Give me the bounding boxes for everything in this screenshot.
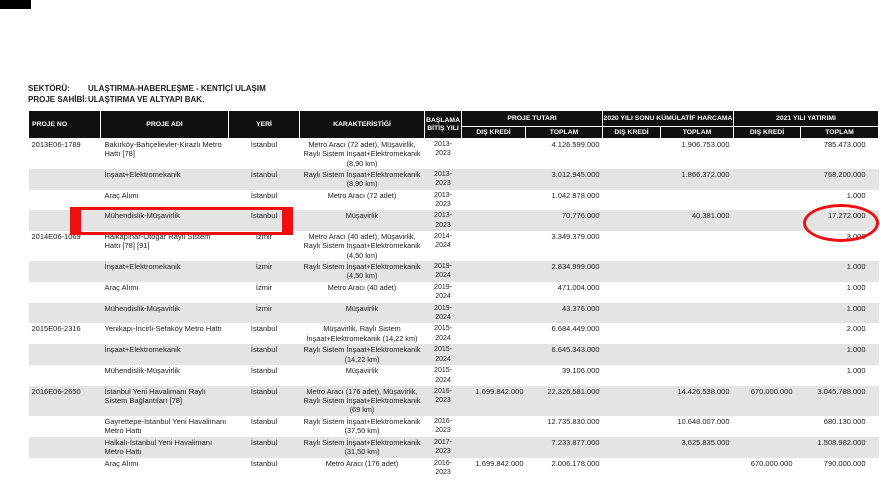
cell-proje-adi: Araç Alımı <box>104 190 139 200</box>
cell-proje-adi: İnşaat+Elektromekanik <box>104 169 181 179</box>
cell-2021-dis-kredi: 670.000.000 <box>750 386 793 396</box>
cell-yeri: İzmir <box>255 303 273 313</box>
cell-proje-tutari-dis-kredi <box>462 210 526 231</box>
col-header-baslama-bitis-yili: BAŞLAMA BİTİŞ YILI <box>425 111 462 139</box>
cell-baslama-bitis-yili: 2019-2024 <box>434 263 452 280</box>
cell-proje-tutari-dis-kredi: 1.699.842.000 <box>475 458 524 468</box>
cell-proje-no: 2016E06-2650 <box>31 386 81 396</box>
cell-proje-adi: Araç Alımı <box>104 458 139 468</box>
cell-proje-tutari-toplam: 1.042.878.000 <box>551 190 600 200</box>
table-row <box>29 303 879 324</box>
cell-proje-no <box>29 416 101 437</box>
cell-proje-tutari-toplam: 6.684.449.000 <box>551 324 600 334</box>
cell-2020-toplam <box>661 231 734 261</box>
document-meta <box>28 83 266 105</box>
col-group-2021-yili-yatirimi: 2021 YILI YATIRIMI <box>734 111 879 127</box>
table-body <box>29 139 879 479</box>
cell-proje-adi: Halkalı-İstanbul Yeni Havalimanı Metro Hattı <box>104 437 213 457</box>
col-header-proje-no: PROJE NO <box>29 111 101 139</box>
cell-yeri: İstanbul <box>250 366 278 376</box>
cell-proje-adi: İnşaat+Elektromekanik <box>104 262 181 272</box>
cell-2021-toplam: 1.508.982.000 <box>817 437 866 447</box>
cell-proje-no <box>29 344 101 365</box>
cell-2021-dis-kredi <box>734 190 801 211</box>
cell-proje-tutari-toplam: 3.012.945.000 <box>551 169 600 179</box>
cell-proje-no <box>29 169 101 190</box>
cell-2020-toplam <box>661 261 734 282</box>
cell-2021-toplam: 3.000 <box>846 232 866 242</box>
cell-2021-toplam: 1.000 <box>846 345 866 355</box>
cell-2020-toplam: 10.648.007.000 <box>677 416 730 426</box>
cell-karakteristigi: Metro Aracı (176 adet), Müşavirlik, Raylı Sistem İnşaat+Elektromekanik (69 km) <box>303 386 421 415</box>
cell-yeri: İstanbul <box>250 169 278 179</box>
cell-proje-tutari-toplam: 70.776.000 <box>561 211 600 221</box>
cell-proje-no: 2015E06-2316 <box>31 324 81 334</box>
table-row <box>29 190 879 211</box>
cell-2021-toplam: 680.130.000 <box>823 416 866 426</box>
cell-proje-tutari-toplam: 7.233.877.000 <box>551 437 600 447</box>
cell-proje-tutari-toplam: 22.326.581.000 <box>547 386 600 396</box>
cell-proje-tutari-toplam: 2.834.999.000 <box>551 262 600 272</box>
cell-2021-toplam: 1.000 <box>846 283 866 293</box>
cell-proje-tutari-dis-kredi <box>462 365 526 386</box>
cell-yeri: İstanbul <box>250 324 278 334</box>
cell-baslama-bitis-yili: 2015-2024 <box>434 346 452 363</box>
table-row <box>29 261 879 282</box>
cell-baslama-bitis-yili: 2015-2024 <box>434 325 452 342</box>
cell-2020-toplam <box>661 282 734 303</box>
cell-2020-toplam <box>661 344 734 365</box>
cell-proje-tutari-dis-kredi <box>462 231 526 261</box>
cell-proje-no <box>29 261 101 282</box>
col-group-proje-tutari: PROJE TUTARI <box>462 111 603 127</box>
cell-baslama-bitis-yili: 2016-2023 <box>434 459 452 477</box>
cell-2021-dis-kredi <box>734 437 801 458</box>
cell-yeri: İzmir <box>255 232 273 242</box>
cell-2021-dis-kredi <box>734 261 801 282</box>
cell-2020-dis-kredi <box>603 458 661 479</box>
table-row <box>29 169 879 190</box>
cell-karakteristigi: Raylı Sistem İnşaat+Elektromekanik (31,50 km) <box>303 437 421 457</box>
cell-proje-no <box>29 190 101 211</box>
cell-2021-dis-kredi <box>734 282 801 303</box>
subcol-header-dis-kredi: DIŞ KREDİ <box>734 127 801 139</box>
cell-proje-tutari-toplam: 6.645.343.000 <box>551 345 600 355</box>
cell-baslama-bitis-yili: 2016-2023 <box>434 417 452 435</box>
subcol-header-toplam: TOPLAM <box>526 127 603 139</box>
cell-karakteristigi: Metro Aracı (40 adet), Müşavirlik, Raylı Sistem İnşaat+Elektromekanik (4,50 km) <box>303 232 421 260</box>
project-owner-label: PROJE SAHİBİ: <box>28 95 88 104</box>
table-row <box>29 210 879 231</box>
cell-2020-toplam: 1.866.372.000 <box>681 169 730 179</box>
cell-proje-tutari-dis-kredi <box>462 437 526 458</box>
cell-2021-dis-kredi <box>734 323 801 344</box>
table-row <box>29 139 879 169</box>
cell-baslama-bitis-yili: 2013-2023 <box>434 212 452 229</box>
cell-2020-dis-kredi <box>603 303 661 324</box>
cell-2021-toplam: 2.000 <box>846 324 866 334</box>
cell-2020-dis-kredi <box>603 416 661 437</box>
cell-2020-dis-kredi <box>603 365 661 386</box>
cell-2021-toplam: 1.000 <box>846 366 866 376</box>
cell-proje-tutari-toplam: 3.349.379.000 <box>551 232 600 242</box>
cell-karakteristigi: Müşavirlik <box>345 211 379 221</box>
table-row <box>29 458 879 479</box>
cell-baslama-bitis-yili: 2013-2023 <box>434 191 452 209</box>
cell-2021-dis-kredi <box>734 365 801 386</box>
cell-proje-no <box>29 210 101 231</box>
cell-2020-dis-kredi <box>603 261 661 282</box>
cell-yeri: İstanbul <box>250 211 278 221</box>
cell-proje-adi: Gayrettepe-İstanbul Yeni Havalimanı Metro Hattı <box>104 416 227 436</box>
cell-2020-dis-kredi <box>603 323 661 344</box>
cell-2021-dis-kredi <box>734 416 801 437</box>
cell-yeri: İstanbul <box>250 386 278 396</box>
cell-2021-toplam: 3.045.788.000 <box>817 386 866 396</box>
cell-proje-tutari-dis-kredi <box>462 190 526 211</box>
cell-proje-no <box>29 365 101 386</box>
cell-2020-toplam <box>661 190 734 211</box>
cell-yeri: İstanbul <box>250 458 278 468</box>
cell-proje-tutari-toplam: 39.106.000 <box>561 366 600 376</box>
projects-table <box>28 110 879 478</box>
cell-baslama-bitis-yili: 2019-2024 <box>434 304 452 321</box>
cell-karakteristigi: Raylı Sistem İnşaat+Elektromekanik (4,50 km) <box>303 262 421 281</box>
cell-proje-tutari-toplam: 12.735.830.000 <box>547 416 600 426</box>
cell-karakteristigi: Metro Aracı (72 adet) <box>327 190 397 200</box>
sector-label: SEKTÖRÜ: <box>28 84 70 93</box>
cell-yeri: İstanbul <box>250 190 278 200</box>
cell-proje-no <box>29 282 101 303</box>
cell-2021-dis-kredi <box>734 344 801 365</box>
cell-proje-adi: Araç Alımı <box>104 283 139 293</box>
table-row <box>29 323 879 344</box>
subcol-header-dis-kredi: DIŞ KREDİ <box>603 127 661 139</box>
table-row <box>29 365 879 386</box>
cell-proje-tutari-dis-kredi <box>462 261 526 282</box>
table-row <box>29 344 879 365</box>
cell-proje-adi: Yenikapı-İncirli-Sefaköy Metro Hattı <box>104 324 222 334</box>
cell-2021-toplam: 1.000 <box>846 303 866 313</box>
cell-baslama-bitis-yili: 2015-2024 <box>434 367 452 384</box>
cell-proje-tutari-dis-kredi <box>462 344 526 365</box>
cell-yeri: İstanbul <box>250 345 278 355</box>
cell-2021-dis-kredi <box>734 231 801 261</box>
cell-2020-toplam: 1.906.753.000 <box>681 140 730 149</box>
subcol-header-toplam: TOPLAM <box>661 127 734 139</box>
cell-proje-no <box>29 437 101 458</box>
table-header <box>29 111 879 139</box>
cell-proje-no: 2013E06-1789 <box>31 140 81 149</box>
cell-proje-tutari-dis-kredi <box>462 282 526 303</box>
cell-baslama-bitis-yili: 2016-2023 <box>434 387 452 405</box>
cell-yeri: İstanbul <box>250 140 278 149</box>
cell-2020-toplam <box>661 365 734 386</box>
cell-proje-adi: Mühendislik-Müşavirlik <box>104 303 180 313</box>
cell-2020-dis-kredi <box>603 386 661 416</box>
cell-2020-dis-kredi <box>603 190 661 211</box>
cell-proje-adi: Mühendislik-Müşavirlik <box>104 366 180 376</box>
cell-karakteristigi: Müşavirlik <box>345 366 379 376</box>
cell-karakteristigi: Raylı Sistem İnşaat+Elektromekanik (37,50 km) <box>303 416 421 436</box>
col-header-yeri: YERİ <box>229 111 300 139</box>
cell-yeri: İzmir <box>255 283 273 293</box>
sector-line <box>28 83 266 94</box>
cell-proje-tutari-dis-kredi: 1.699.842.000 <box>475 386 524 396</box>
cell-proje-adi: İnşaat+Elektromekanik <box>104 345 181 355</box>
cell-proje-no: 2014E06-1069 <box>31 232 81 242</box>
table-row <box>29 416 879 437</box>
col-header-karakteristigi: KARAKTERİSTİĞİ <box>300 111 425 139</box>
cell-karakteristigi: Metro Aracı (176 adet) <box>325 458 399 468</box>
cell-2021-dis-kredi <box>734 139 801 169</box>
cell-2020-toplam: 3.625.835.000 <box>681 437 730 447</box>
cell-proje-tutari-dis-kredi <box>462 169 526 190</box>
cell-2020-toplam: 14.426.538.000 <box>677 386 730 396</box>
cell-2021-toplam: 768.200.000 <box>823 169 866 179</box>
cell-2021-toplam: 1.000 <box>846 262 866 272</box>
col-group-2020-kumulatif-harcama: 2020 YILI SONU KÜMÜLATİF HARCAMA <box>603 111 734 127</box>
cell-karakteristigi: Metro Aracı (40 adet) <box>327 283 397 293</box>
table-row <box>29 437 879 458</box>
sector-value: ULAŞTIRMA-HABERLEŞME - KENTİÇİ ULAŞIM <box>88 84 266 93</box>
cell-proje-adi: Halkapınar-Otogar Raylı Sistem Hattı [78] [91] <box>104 232 211 251</box>
cell-karakteristigi: Raylı Sistem İnşaat+Elektromekanik (14,22 km) <box>303 345 421 364</box>
cell-2021-toplam: 1.000 <box>846 190 866 200</box>
table-row <box>29 386 879 416</box>
cell-karakteristigi: Müşavirlik <box>345 303 379 313</box>
cell-proje-tutari-toplam: 4.126.599.000 <box>551 140 600 149</box>
cell-proje-tutari-dis-kredi <box>462 416 526 437</box>
cell-proje-tutari-dis-kredi <box>462 303 526 324</box>
cell-proje-tutari-toplam: 2.006.178.000 <box>551 458 600 468</box>
table-row <box>29 231 879 261</box>
cell-2021-dis-kredi <box>734 210 801 231</box>
cell-proje-tutari-toplam: 471.004.000 <box>557 283 600 293</box>
cell-2021-dis-kredi: 670.000.000 <box>750 458 793 468</box>
cell-2020-toplam <box>661 323 734 344</box>
cell-2020-dis-kredi <box>603 169 661 190</box>
cell-proje-no <box>29 303 101 324</box>
cell-baslama-bitis-yili: 2014-2024 <box>434 233 452 250</box>
cell-2020-dis-kredi <box>603 282 661 303</box>
cell-proje-tutari-toplam: 43.376.000 <box>561 303 600 313</box>
cell-2021-dis-kredi <box>734 169 801 190</box>
project-owner-value: ULAŞTIRMA VE ALTYAPI BAK. <box>88 95 205 104</box>
subcol-header-dis-kredi: DIŞ KREDİ <box>462 127 526 139</box>
cell-karakteristigi: Raylı Sistem İnşaat+Elektromekanik (8,90 km) <box>303 169 421 189</box>
cell-2020-toplam: 40.381.000 <box>691 211 730 221</box>
cell-proje-tutari-dis-kredi <box>462 139 526 169</box>
cell-2020-dis-kredi <box>603 437 661 458</box>
cell-karakteristigi: Müşavirlik, Raylı Sistem İnşaat+Elektromekanik (14,22 km) <box>306 324 418 343</box>
cell-2021-toplam: 785.473.000 <box>823 140 866 149</box>
col-header-proje-adi: PROJE ADI <box>101 111 229 139</box>
cell-yeri: İstanbul <box>250 416 278 426</box>
cell-2020-toplam <box>661 303 734 324</box>
cell-yeri: İstanbul <box>250 437 278 447</box>
cell-baslama-bitis-yili: 2013-2023 <box>434 141 452 158</box>
project-owner-line <box>28 94 266 105</box>
cell-2021-toplam: 17.272.000 <box>827 211 866 221</box>
cell-2020-dis-kredi <box>603 210 661 231</box>
cell-2020-dis-kredi <box>603 231 661 261</box>
cell-proje-adi: İstanbul Yeni Havalimanı Raylı Sistem Bağlantıları [78] <box>104 386 206 406</box>
cell-baslama-bitis-yili: 2013-2023 <box>434 170 452 188</box>
cell-baslama-bitis-yili: 2019-2024 <box>434 284 452 301</box>
cell-2021-dis-kredi <box>734 303 801 324</box>
table-row <box>29 282 879 303</box>
cell-2020-dis-kredi <box>603 344 661 365</box>
cell-2021-toplam: 790.000.000 <box>823 458 866 468</box>
cell-yeri: İzmir <box>255 262 273 272</box>
subcol-header-toplam: TOPLAM <box>801 127 879 139</box>
cell-2020-dis-kredi <box>603 139 661 169</box>
cell-proje-adi: Mühendislik-Müşavirlik <box>104 211 180 221</box>
cell-proje-adi: Bakırköy-Bahçelievler-Kirazlı Metro Hattı [78] <box>104 140 222 159</box>
cell-2020-toplam <box>661 458 734 479</box>
cell-proje-tutari-dis-kredi <box>462 323 526 344</box>
scan-artifact-mark <box>0 0 31 9</box>
cell-proje-no <box>29 458 101 479</box>
cell-karakteristigi: Metro Aracı (72 adet), Müşavirlik, Raylı Sistem İnşaat+Elektromekanik (8,90 km) <box>303 140 421 168</box>
cell-baslama-bitis-yili: 2017-2023 <box>434 438 452 456</box>
